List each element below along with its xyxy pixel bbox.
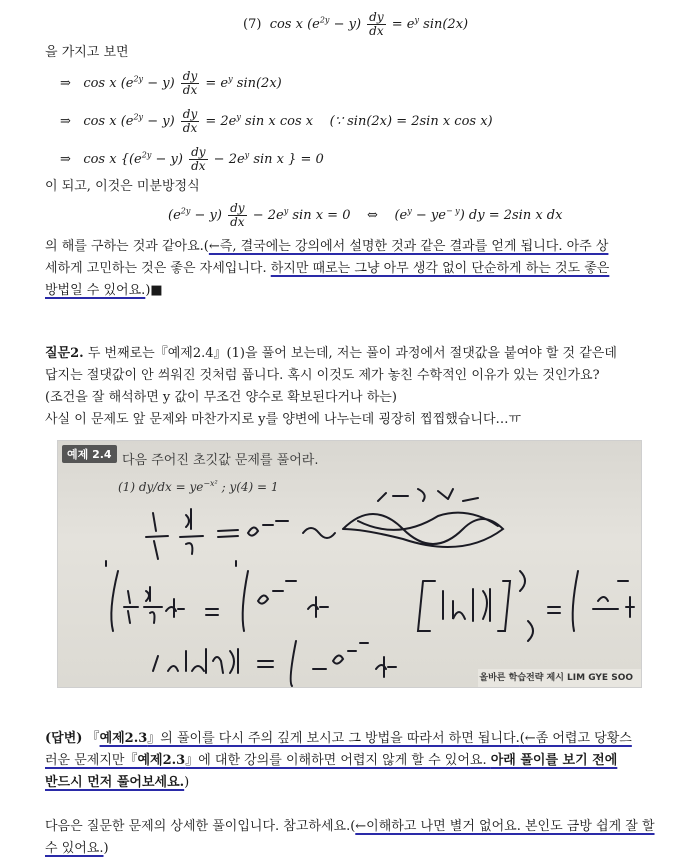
question-label: 질문2. [45,346,84,361]
paragraph-line: 의 해를 구하는 것과 같아요.(←즉, 결국에는 강의에서 설명한 것과 같은 결과를 얻게 됩니다. 아주 상 [45,239,609,254]
text-line: 을 가지고 보면 [45,45,129,60]
derivation-step-3: ⇒ cos x {$(e^{2y} - y)$ $\frac{dy}{dx}$ − $2e^y$ sin x } = 0 [60,145,324,173]
equation-7: (7) cos x $(e^{2y} - y)$ $\frac{dy}{dx}$ = $e^y$ sin(2x) [243,10,469,38]
question-2-line: 사실 이 문제도 앞 문제와 마찬가지로 y를 양변에 나누는데 굉장히 찝찝했습니다…ㅠ [45,412,522,427]
dy-dx-fraction: $\frac{dy}{dx}$ [182,107,198,135]
paragraph-line: 세하게 고민하는 것은 좋은 자세입니다. 하지만 때로는 그냥 아무 생각 없이 단순하게 하는 것도 좋은 [45,261,610,276]
paragraph-line: 방법일 수 있어요.)■ [45,283,163,298]
answer-line: 반드시 먼저 풀어보세요.) [45,775,190,790]
text-line: 이 되고, 이것은 미분방정식 [45,179,200,194]
derivation-step-2: ⇒ cos x $(e^{2y} - y)$ $\frac{dy}{dx}$ = $2e^y$ sin x cos x (∵ sin(2x) = 2sin x cos x) [60,107,493,135]
example-problem: (1) $dy/dx = ye^{-x^2}$ ; y(4) = 1 [118,479,279,494]
final-line: 수 있어요.) [45,841,109,856]
handwritten-solution-photo [57,440,642,688]
question-2-line: 질문2. 두 번째로는『예제2.4』(1)을 풀어 보는데, 저는 풀이 과정에서 절댓값을 붙여야 할 것 같은데 [45,346,617,361]
dy-dx-fraction: $\frac{dy}{dx}$ [191,145,206,173]
book-footer: 올바른 학습전략 제시 LIM GYE SOO [479,673,633,683]
dy-dx-fraction: $\frac{dy}{dx}$ [369,10,384,38]
example-heading: 다음 주어진 초깃값 문제를 풀어라. [122,453,319,468]
final-line: 다음은 질문한 문제의 상세한 풀이입니다. 참고하세요.(←이해하고 나면 별거 없어요. 본인도 금방 쉽게 잘 할 [45,819,655,834]
differential-equation: $(e^{2y} - y)$ $\frac{dy}{dx}$ − $2e^y$ sin x = 0 ⇔ $(e^y - ye^{- y})$ dy = 2sin x dx [168,201,563,229]
equation-number: (7) [243,17,262,32]
answer-label: (답변) [45,731,83,746]
question-2-line: 답지는 절댓값이 안 씌워진 것처럼 풉니다. 혹시 이것도 제가 놓친 수학적인 이유가 있는 것인가요? [45,368,600,383]
handwriting-strokes [58,441,641,687]
answer-line: 러운 문제지만『예제2.3』에 대한 강의를 이해하면 어렵지 않게 할 수 있어요. 아래 풀이를 보기 전에 [45,753,618,768]
derivation-step-1: ⇒ cos x $(e^{2y} - y)$ $\frac{dy}{dx}$ = $e^y$ sin(2x) [60,69,282,97]
identity-note: (∵ sin(2x) = 2sin x cos x) [329,114,493,129]
answer-line: (답변) 『예제2.3』의 풀이를 다시 주의 깊게 보시고 그 방법을 따라서 하면 됩니다.(←좀 어렵고 당황스 [45,731,632,746]
dy-dx-fraction: $\frac{dy}{dx}$ [230,201,245,229]
example-badge: 예제 2.4 [62,445,117,463]
question-2-line: (조건을 잘 해석하면 y 값이 무조건 양수로 확보된다거나 하는) [45,390,397,405]
dy-dx-fraction: $\frac{dy}{dx}$ [182,69,198,97]
